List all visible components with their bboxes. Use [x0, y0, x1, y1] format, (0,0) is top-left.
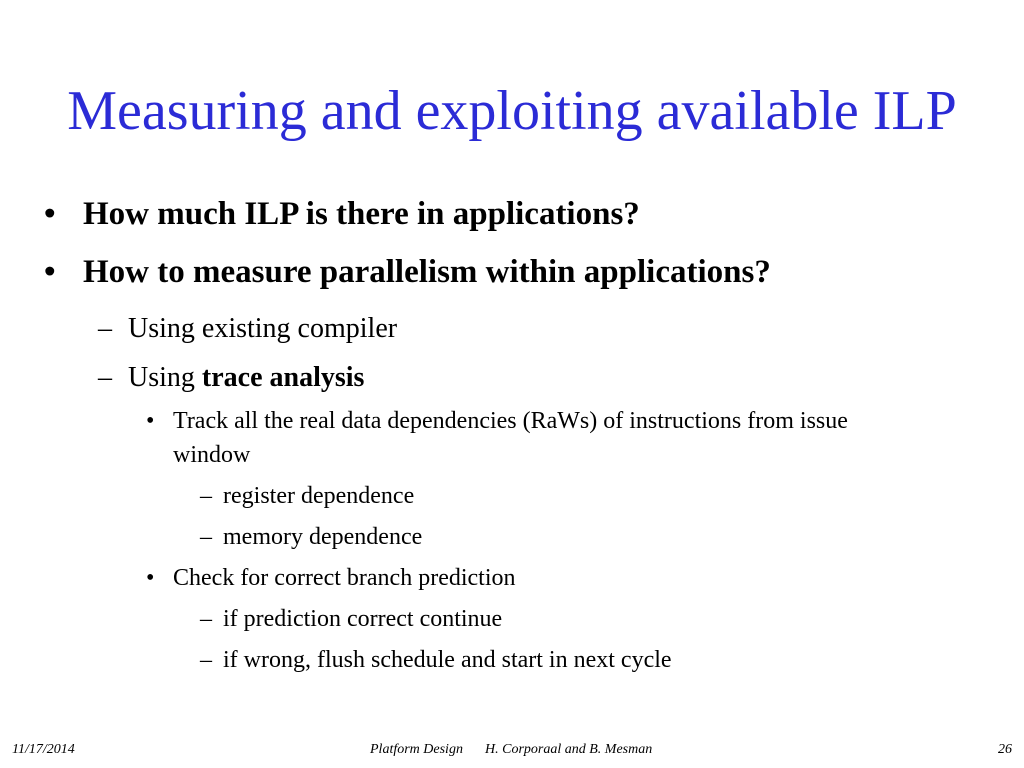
subitem-trace-analysis-bold: trace analysis [201, 362, 365, 393]
bullet-marker: • [44, 254, 56, 290]
footer-authors: H. Corporaal and B. Mesman [485, 742, 653, 757]
subitem-trace-analysis [128, 362, 364, 394]
bullet-measure-parallelism: How to measure parallelism within applications? [83, 254, 771, 290]
bullet-marker: • [146, 565, 155, 591]
subsubitem-track-dependencies-line1: Track all the real data dependencies (RaWs) of instructions from issue [173, 408, 848, 434]
dash-marker: – [200, 647, 212, 673]
subitem-existing-compiler: Using existing compiler [128, 313, 398, 344]
footer-date: 11/17/2014 [12, 742, 75, 757]
bullet-marker: • [146, 408, 155, 434]
dash-marker: – [98, 362, 112, 393]
dash-marker: – [98, 313, 112, 344]
bullet-ilp-amount: How much ILP is there in applications? [83, 196, 640, 232]
detail-memory-dependence: memory dependence [223, 524, 423, 550]
footer-course: Platform Design [370, 742, 463, 757]
detail-prediction-wrong: if wrong, flush schedule and start in next cycle [223, 647, 672, 673]
dash-marker: – [200, 483, 212, 509]
footer-page-number: 26 [998, 742, 1012, 757]
dash-marker: – [200, 524, 212, 550]
detail-prediction-correct: if prediction correct continue [223, 606, 503, 632]
subsubitem-branch-prediction: Check for correct branch prediction [173, 565, 516, 591]
bullet-marker: • [44, 196, 56, 232]
subsubitem-track-dependencies-line2: window [173, 442, 251, 468]
detail-register-dependence: register dependence [223, 483, 415, 509]
dash-marker: – [200, 606, 212, 632]
subitem-trace-analysis-prefix: Using [128, 362, 202, 393]
slide-title: Measuring and exploiting available ILP [67, 80, 957, 142]
